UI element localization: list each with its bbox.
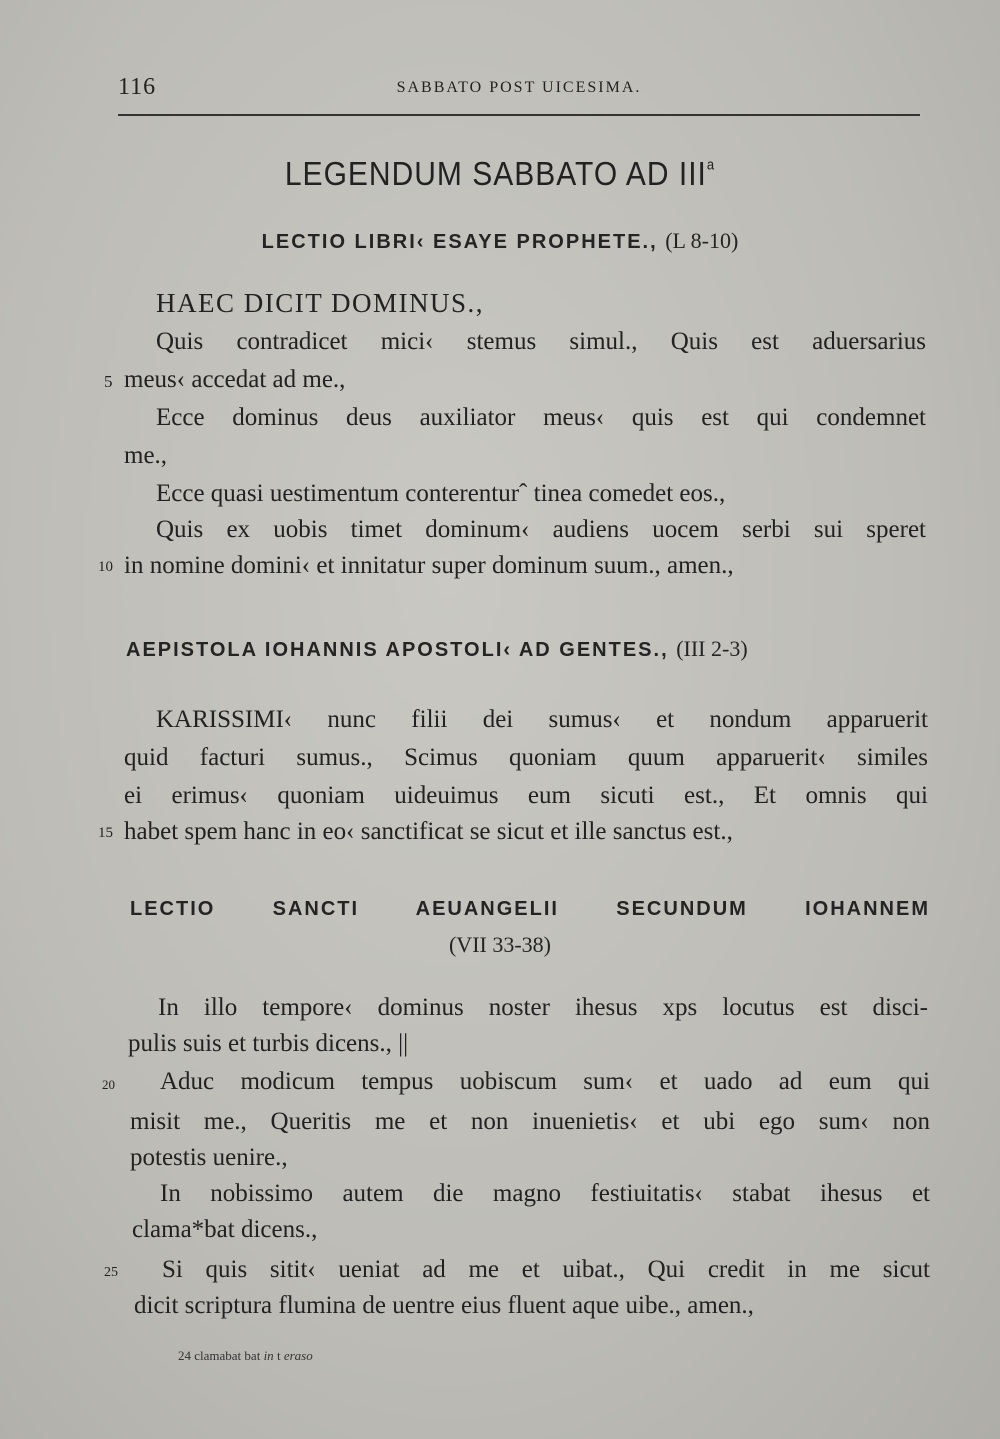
text-line xyxy=(0,1030,1000,1068)
section-title-superscript: a xyxy=(706,156,716,173)
text-line xyxy=(0,480,1000,518)
footnote-note-c: t xyxy=(276,1348,281,1363)
reading-heading-isaiah xyxy=(0,228,1000,254)
text-line xyxy=(0,1108,1000,1146)
line-text: HAEC DICIT DOMINUS., xyxy=(156,288,485,318)
line-text: Quis contradicet mici‹ stemus simul., Quis est aduersarius xyxy=(156,328,926,355)
text-line xyxy=(0,1180,1000,1218)
text-line xyxy=(0,782,1000,820)
reading-reference: (VII 33-38) xyxy=(448,932,552,957)
text-line xyxy=(0,328,1000,366)
line-text: Aduc modicum tempus uobiscum sum‹ et uado ad eum qui xyxy=(160,1068,930,1095)
text-line xyxy=(0,1068,1000,1106)
line-text: In illo tempore‹ dominus noster ihesus xps locutus est disci- xyxy=(158,994,928,1021)
line-text: meus‹ accedat ad me., xyxy=(124,366,346,393)
reading-heading-epistle xyxy=(126,636,748,662)
text-line xyxy=(0,404,1000,442)
reading-reference: (L 8-10) xyxy=(665,228,739,253)
text-line xyxy=(0,744,1000,782)
line-number: 5 xyxy=(104,372,113,391)
line-text: misit me., Queritis me et non inuenietis‹ et ubi ego sum‹ non xyxy=(130,1108,930,1135)
line-text: Ecce quasi uestimentum conterenturˆ tinea comedet eos., xyxy=(156,480,726,507)
reading-heading-text: LECTIO LIBRI‹ ESAYE PROPHETE., xyxy=(261,231,658,253)
text-line xyxy=(0,442,1000,480)
page-number: 116 xyxy=(118,74,157,100)
text-line xyxy=(0,818,1000,856)
text-line xyxy=(0,1256,1000,1294)
line-number: 10 xyxy=(98,559,113,575)
text-line xyxy=(0,706,1000,744)
line-text: quid facturi sumus., Scimus quoniam quum apparuerit‹ similes xyxy=(124,744,928,771)
line-text: In nobissimo autem die magno festiuitatis‹ stabat ihesus et xyxy=(160,1180,930,1207)
text-line xyxy=(0,516,1000,554)
text-line xyxy=(0,552,1000,590)
line-number: 15 xyxy=(98,825,113,841)
footnote-number: 24 xyxy=(178,1348,191,1363)
line-text: Quis ex uobis timet dominum‹ audiens uocem serbi sui speret xyxy=(156,516,926,543)
line-text: Si quis sitit‹ ueniat ad me et uibat., Qui credit in me sicut xyxy=(162,1256,930,1283)
header-rule xyxy=(118,114,920,116)
line-text: dicit scriptura flumina de uentre eius fluent aque uibe., amen., xyxy=(134,1292,754,1319)
line-text: pulis suis et turbis dicens., || xyxy=(128,1030,409,1057)
line-text: habet spem hanc in eo‹ sanctificat se sicut et ille sanctus est., xyxy=(124,818,733,845)
text-line xyxy=(0,994,1000,1032)
footnote xyxy=(178,1348,313,1364)
section-title-text: LEGENDUM SABBATO AD III xyxy=(284,156,707,193)
line-number: 20 xyxy=(102,1077,115,1092)
line-text: potestis uenire., xyxy=(130,1144,288,1171)
footnote-note-d: eraso xyxy=(283,1348,313,1363)
footnote-note-b: in xyxy=(263,1348,274,1363)
footnote-word: clamabat xyxy=(194,1348,242,1363)
reading-heading-text: AEPISTOLA IOHANNIS APOSTOLI‹ AD GENTES., xyxy=(126,639,669,661)
text-line xyxy=(0,1144,1000,1182)
line-text: clama*bat dicens., xyxy=(132,1216,318,1243)
text-line xyxy=(0,1292,1000,1330)
line-text: KARISSIMI‹ nunc filii dei sumus‹ et nondum apparuerit xyxy=(156,706,928,733)
text-line xyxy=(0,288,1000,326)
line-text: ei erimus‹ quoniam uideuimus eum sicuti est., Et omnis qui xyxy=(124,782,928,809)
reading-reference: (III 2-3) xyxy=(676,636,748,661)
text-line xyxy=(0,1216,1000,1254)
reading-reference-gospel xyxy=(0,932,1000,958)
reading-heading-gospel xyxy=(130,898,930,921)
reading-heading-text: LECTIO SANCTI AEUANGELII SECUNDUM IOHANNEM xyxy=(130,898,930,920)
running-head xyxy=(118,74,920,104)
section-title xyxy=(0,156,1000,193)
line-number: 25 xyxy=(104,1265,118,1280)
line-text: me., xyxy=(124,442,168,469)
line-text: Ecce dominus deus auxiliator meus‹ quis est qui condemnet xyxy=(156,404,926,431)
text-line xyxy=(0,366,1000,404)
running-title: SABBATO POST UICESIMA. xyxy=(396,79,642,96)
footnote-note-a: bat xyxy=(244,1348,261,1363)
line-text: in nomine domini‹ et innitatur super dominum suum., amen., xyxy=(124,552,734,579)
